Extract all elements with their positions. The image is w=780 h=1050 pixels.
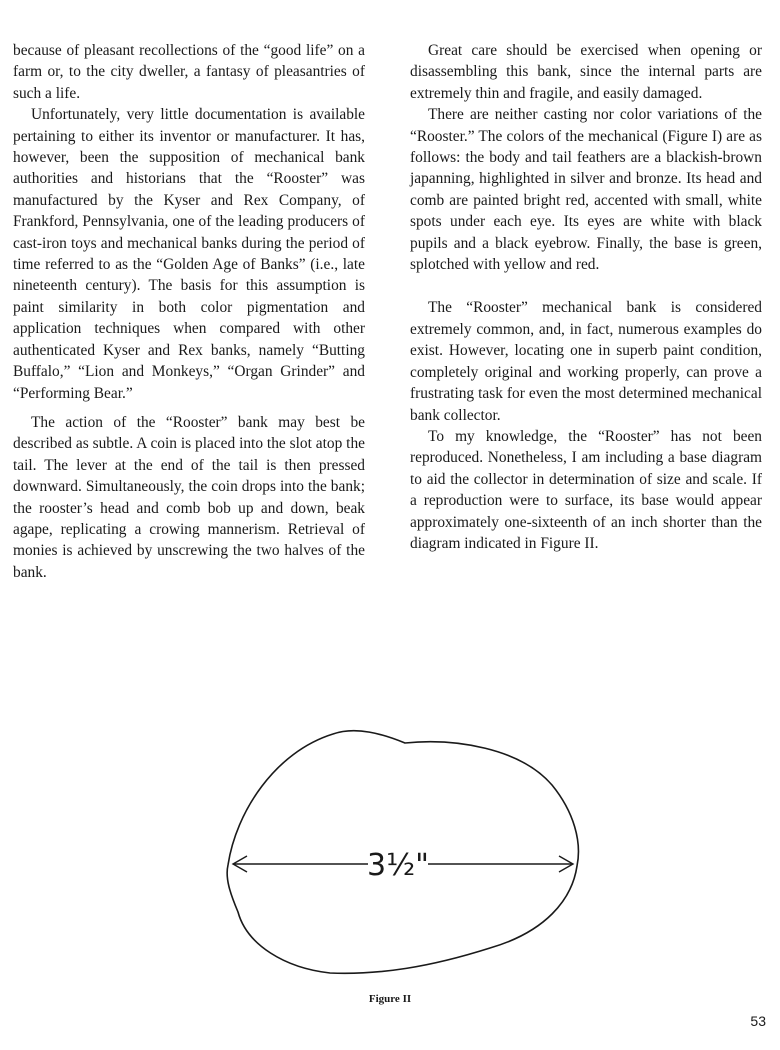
dimension-label: 3½" bbox=[367, 848, 429, 883]
right-paragraph-2: There are neither casting nor color variations of the “Rooster.” The colors of the mechanical (Figure I) are as follows: the body and tail feathers are a blackish-brown japanning, highlighted in silver and bronze. Its head and comb are painted bright red, accented with small, white spots under each eye. Its eyes are white with black pupils and a black eyebrow. Finally, the base is green, splotched with yellow and red. bbox=[410, 106, 762, 274]
left-paragraph-3: The action of the “Rooster” bank may best be described as subtle. A coin is placed into the slot atop the tail. The lever at the end of the tail is then pressed downward. Simultaneously, the coin drops into the bank; the rooster’s head and comb bob up and down, beak agape, replicating a crowing mannerism. Retrieval of monies is achieved by unscrewing the two halves of the bank. bbox=[13, 413, 365, 581]
right-paragraph-3: The “Rooster” mechanical bank is considered extremely common, and, in fact, numerous examples do exist. However, locating one in superb paint condition, completely original and working properly, can prove a frustrating task for even the most determined mechanical bank collector. bbox=[410, 299, 762, 424]
left-paragraph-1: because of pleasant recollections of the “good life” on a farm or, to the city dweller, a fantasy of pleasantries of such a life. bbox=[13, 42, 365, 102]
right-paragraph-4: To my knowledge, the “Rooster” has not been reproduced. Nonetheless, I am including a base diagram to aid the collector in determination of size and scale. If a reproduction were to surface, its base would appear approximately one-sixteenth of an inch shorter than the diagram indicated in Figure II. bbox=[410, 427, 762, 552]
right-paragraph-1: Great care should be exercised when opening or disassembling this bank, since the internal parts are extremely thin and fragile, and easily damaged. bbox=[410, 42, 762, 102]
page-number: 53 bbox=[750, 1013, 766, 1029]
figure-caption: Figure II bbox=[368, 993, 412, 1005]
left-paragraph-2: Unfortunately, very little documentation is available pertaining to either its inventor or manufacturer. It has, however, been the supposition of mechanical bank authorities and historians that the “Rooster” was manufactured by the Kyser and Rex Company, of Frankford, Pennsylvania, one of the leading producers of cast-iron toys and mechanical banks during the period of time referred to as the “Golden Age of Banks” (i.e., late nineteenth century). The basis for this assumption is paint similarity in both color pigmentation and application techniques when compared with other authenticated Kyser and Rex banks, namely “Butting Buffalo,” “Lion and Monkeys,” “Organ Grinder” and “Performing Bear.” bbox=[13, 106, 365, 402]
